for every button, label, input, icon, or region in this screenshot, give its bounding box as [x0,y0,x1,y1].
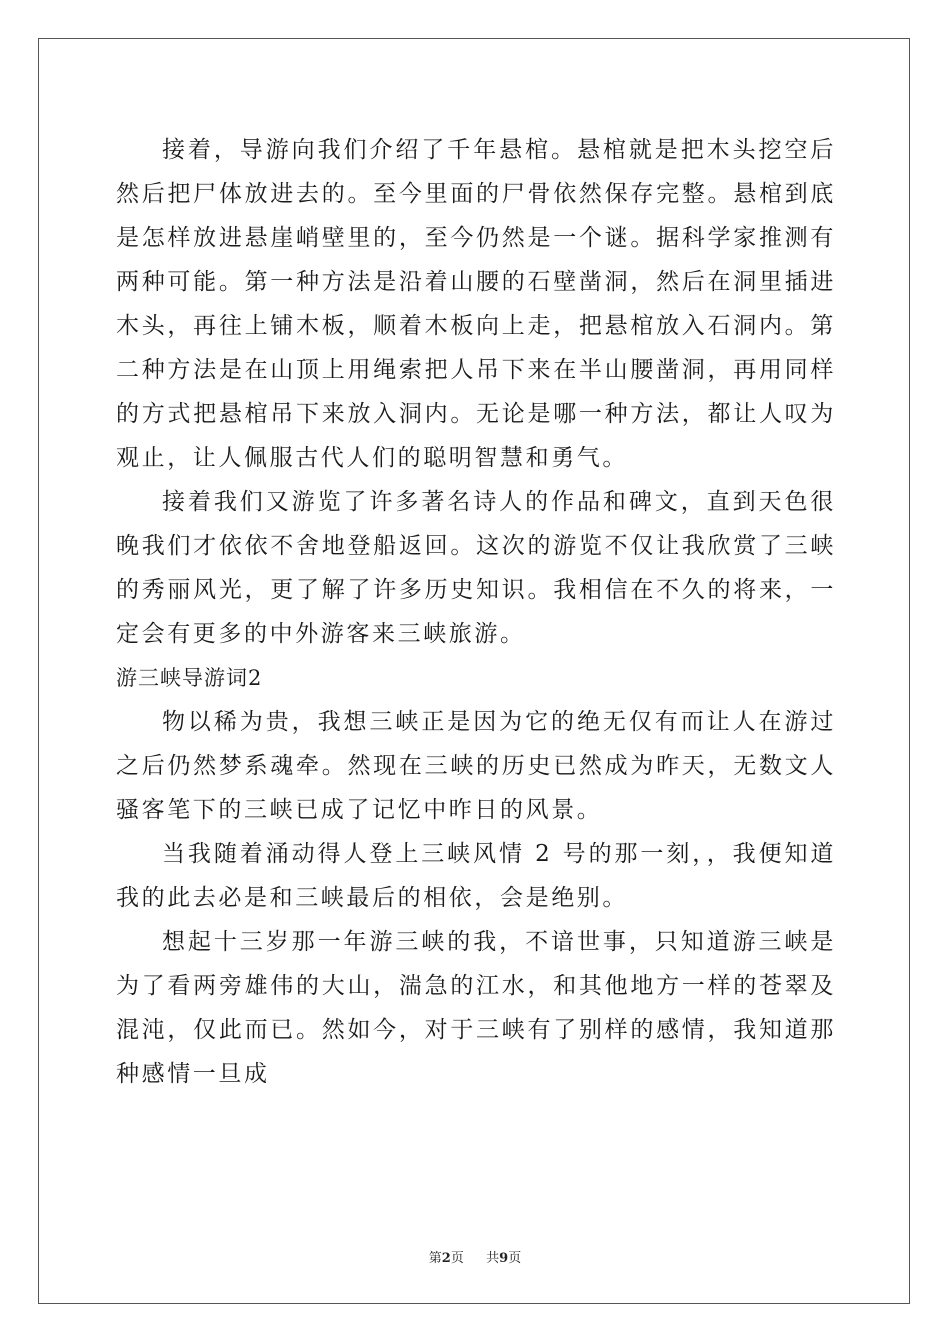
paragraph: 接着，导游向我们介绍了千年悬棺。悬棺就是把木头挖空后然后把尸体放进去的。至今里面的尸骨依然保存完整。悬棺到底是怎样放进悬崖峭壁里的，至今仍然是一个谜。据科学家推测有两种可能。第一种方法是沿着山腰的石壁凿洞，然后在洞里插进木头，再往上铺木板，顺着木板向上走，把悬棺放入石洞内。第二种方法是在山顶上用绳索把人吊下来在半山腰凿洞，再用同样的方式把悬棺吊下来放入洞内。无论是哪一种方法，都让人叹为观止，让人佩服古代人们的聪明智慧和勇气。 [116,137,836,471]
document-body [116,128,836,1096]
page-current: 2 [441,1251,451,1266]
page-prefix: 第 [428,1251,442,1266]
section-heading: 游三峡导游词2 [116,666,263,690]
paragraph: 接着我们又游览了许多著名诗人的作品和碑文，直到天色很晚我们才依依不舍地登船返回。这次的游览不仅让我欣赏了三峡的秀丽风光，更了解了许多历史知识。我相信在不久的将来，一定会有更多的中外游客来三峡旅游。 [116,489,836,647]
page-footer [0,1247,950,1266]
page-number [429,1247,464,1266]
total-suffix: 页 [508,1251,522,1266]
total-prefix: 共 [486,1251,500,1266]
total-count: 9 [499,1251,509,1266]
page-total [486,1247,521,1266]
page-suffix: 页 [450,1251,464,1266]
paragraph: 当我随着涌动得人登上三峡风情 2 号的那一刻，，我便知道我的此去必是和三峡最后的相依，会是绝别。 [116,841,836,911]
paragraph: 物以稀为贵，我想三峡正是因为它的绝无仅有而让人在游过之后仍然梦系魂牵。然现在三峡的历史已然成为昨天，无数文人骚客笔下的三峡已成了记忆中昨日的风景。 [116,709,836,823]
paragraph: 想起十三岁那一年游三峡的我，不谙世事，只知道游三峡是为了看两旁雄伟的大山，湍急的江水，和其他地方一样的苍翠及混沌，仅此而已。然如今，对于三峡有了别样的感情，我知道那种感情一旦成 [116,929,836,1087]
